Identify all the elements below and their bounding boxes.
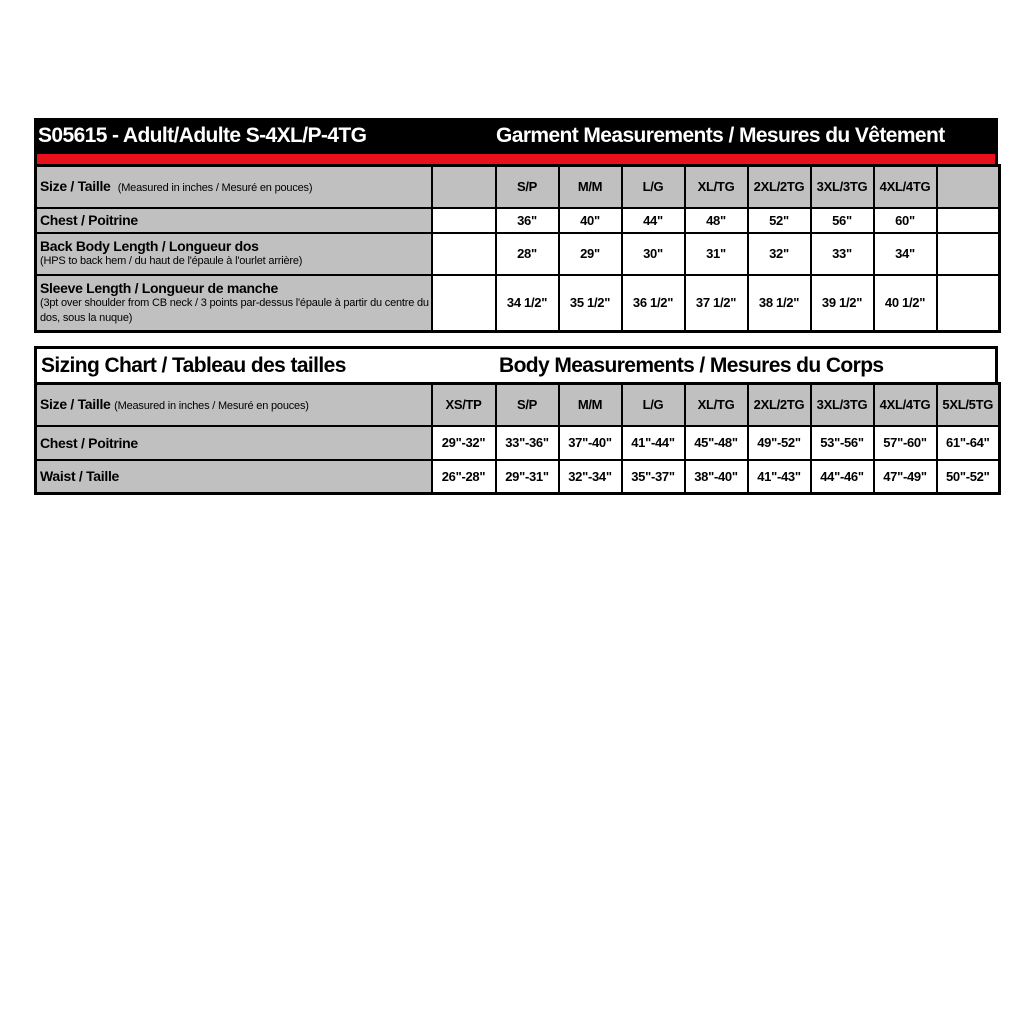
row-label: Waist / Taille [36, 460, 432, 494]
size-header-cell: 2XL/2TG [748, 384, 811, 426]
value-cell: 33" [811, 233, 874, 275]
value-cell: 37 1/2" [685, 275, 748, 332]
size-header-cell: 3XL/3TG [811, 166, 874, 208]
size-header-cell: S/P [496, 166, 559, 208]
value-cell: 29" [559, 233, 622, 275]
value-cell: 44"-46" [811, 460, 874, 494]
value-cell: 39 1/2" [811, 275, 874, 332]
value-cell [937, 208, 1000, 233]
value-cell [432, 275, 496, 332]
value-cell [432, 233, 496, 275]
value-cell: 47"-49" [874, 460, 937, 494]
body-measurements-section [34, 346, 998, 495]
table-row [36, 426, 1000, 460]
size-header-cell: 4XL/4TG [874, 384, 937, 426]
size-header-cell: L/G [622, 166, 685, 208]
size-header-cell: M/M [559, 166, 622, 208]
value-cell: 45"-48" [685, 426, 748, 460]
value-cell: 50"-52" [937, 460, 1000, 494]
value-cell: 49"-52" [748, 426, 811, 460]
sizing-chart-title: Sizing Chart / Tableau des tailles [41, 353, 346, 377]
value-cell: 40" [559, 208, 622, 233]
table-row [36, 233, 1000, 275]
size-header-cell: 3XL/3TG [811, 384, 874, 426]
value-cell: 40 1/2" [874, 275, 937, 332]
value-cell: 31" [685, 233, 748, 275]
garment-measurements-section [34, 118, 998, 333]
size-header-cell: 4XL/4TG [874, 166, 937, 208]
value-cell: 53"-56" [811, 426, 874, 460]
size-header-cell: M/M [559, 384, 622, 426]
value-cell: 33"-36" [496, 426, 559, 460]
value-cell: 36" [496, 208, 559, 233]
size-header-label: Size / Taille (Measured in inches / Mesuré en pouces) [36, 384, 432, 426]
value-cell: 38 1/2" [748, 275, 811, 332]
size-header-cell: XS/TP [432, 384, 496, 426]
body-size-header-row [36, 384, 1000, 426]
value-cell [937, 233, 1000, 275]
value-cell: 60" [874, 208, 937, 233]
value-cell: 34 1/2" [496, 275, 559, 332]
garment-measurements-table [34, 164, 1001, 333]
value-cell [937, 275, 1000, 332]
table-row [36, 460, 1000, 494]
value-cell: 35 1/2" [559, 275, 622, 332]
size-header-cell: L/G [622, 384, 685, 426]
value-cell: 32"-34" [559, 460, 622, 494]
row-label: Chest / Poitrine [36, 208, 432, 233]
value-cell [432, 208, 496, 233]
value-cell: 28" [496, 233, 559, 275]
size-header-cell: S/P [496, 384, 559, 426]
value-cell: 41"-44" [622, 426, 685, 460]
value-cell: 57"-60" [874, 426, 937, 460]
body-title-bar [34, 346, 998, 382]
value-cell: 41"-43" [748, 460, 811, 494]
value-cell: 52" [748, 208, 811, 233]
size-header-cell: XL/TG [685, 166, 748, 208]
value-cell: 30" [622, 233, 685, 275]
garment-size-header-row [36, 166, 1000, 208]
row-label: Back Body Length / Longueur dos (HPS to back hem / du haut de l'épaule à l'ourlet arrière) [36, 233, 432, 275]
body-measurements-title: Body Measurements / Mesures du Corps [499, 353, 884, 377]
garment-title-bar [34, 118, 998, 154]
garment-measurements-title: Garment Measurements / Mesures du Vêtement [496, 124, 945, 147]
value-cell: 29"-31" [496, 460, 559, 494]
size-header-label: Size / Taille (Measured in inches / Mesuré en pouces) [36, 166, 432, 208]
product-title: S05615 - Adult/Adulte S-4XL/P-4TG [38, 124, 367, 147]
value-cell: 61"-64" [937, 426, 1000, 460]
size-header-cell [432, 166, 496, 208]
value-cell: 35"-37" [622, 460, 685, 494]
value-cell: 56" [811, 208, 874, 233]
table-row [36, 275, 1000, 332]
size-header-cell [937, 166, 1000, 208]
value-cell: 44" [622, 208, 685, 233]
red-accent-bar [34, 154, 998, 164]
value-cell: 37"-40" [559, 426, 622, 460]
body-measurements-table [34, 382, 1001, 495]
size-header-cell: 5XL/5TG [937, 384, 1000, 426]
size-header-cell: 2XL/2TG [748, 166, 811, 208]
value-cell: 29"-32" [432, 426, 496, 460]
value-cell: 34" [874, 233, 937, 275]
value-cell: 32" [748, 233, 811, 275]
value-cell: 26"-28" [432, 460, 496, 494]
value-cell: 48" [685, 208, 748, 233]
row-label: Sleeve Length / Longueur de manche (3pt over shoulder from CB neck / 3 points par-dessus l'épaule à partir du centre du dos, sous la nuque) [36, 275, 432, 332]
row-label: Chest / Poitrine [36, 426, 432, 460]
value-cell: 38"-40" [685, 460, 748, 494]
size-header-cell: XL/TG [685, 384, 748, 426]
value-cell: 36 1/2" [622, 275, 685, 332]
table-row [36, 208, 1000, 233]
